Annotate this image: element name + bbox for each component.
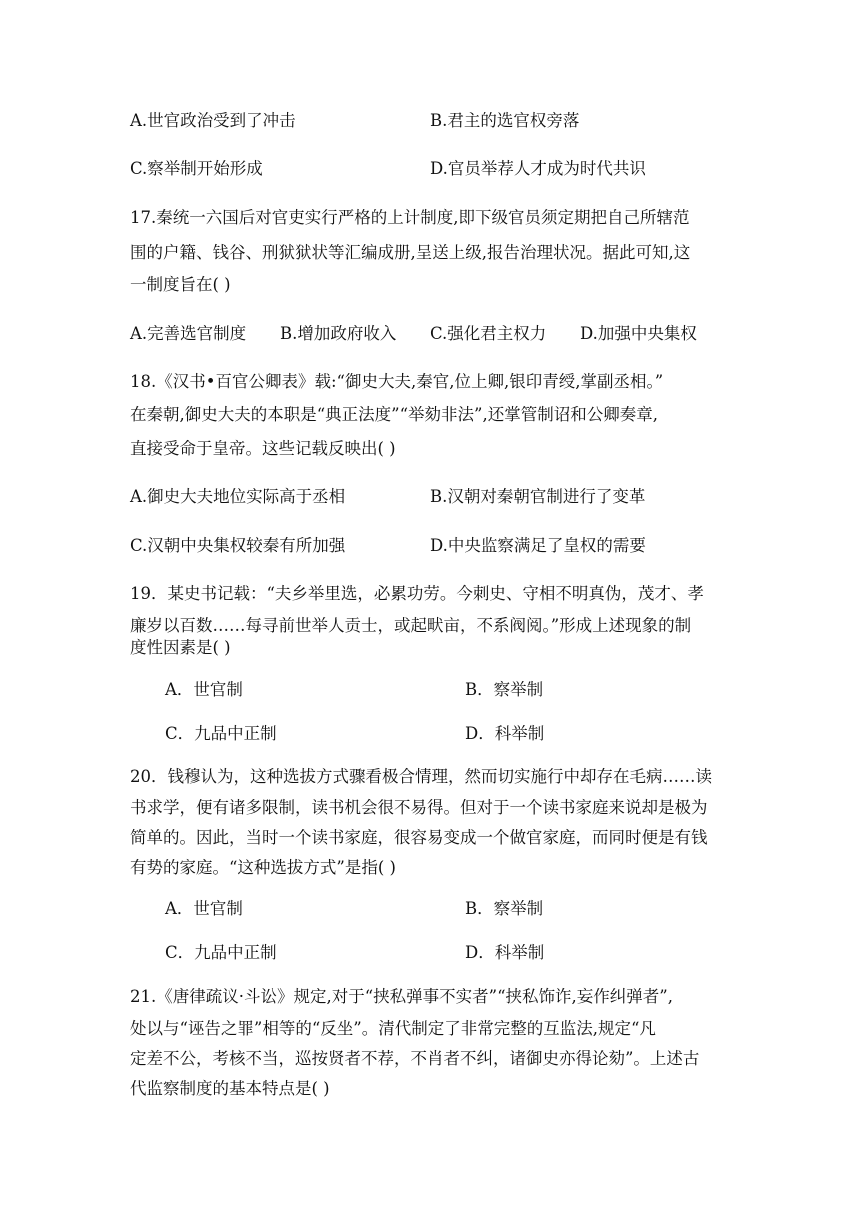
q16-option-b: B.君主的选官权旁落 <box>430 111 580 130</box>
q17-stem-line-1: 17.秦统一六国后对官吏实行严格的上计制度,即下级官员须定期把自己所辖范 <box>130 208 690 227</box>
q20-stem-line-1: 20．钱穆认为，这种选拔方式骤看极合情理，然而切实施行中却存在毛病……读 <box>130 767 712 786</box>
q17-stem-line-3: 一制度旨在( ) <box>130 275 231 294</box>
q21-stem-line-4: 代监察制度的基本特点是( ) <box>130 1079 330 1098</box>
q21-stem-line-1: 21.《唐律疏议·斗讼》规定,对于“挟私弹事不实者”“挟私饰诈,妄作纠弹者”, <box>130 987 673 1006</box>
q18-stem-line-1: 18.《汉书•百官公卿表》载:“御史大夫,秦官,位上卿,银印青绶,掌副丞相。” <box>130 372 664 391</box>
q20-option-c: C．九品中正制 <box>165 943 277 962</box>
q21-stem-line-2: 处以与“诬告之罪”相等的“反坐”。清代制定了非常完整的互监法,规定“凡 <box>130 1019 656 1038</box>
q16-option-d: D.官员举荐人才成为时代共识 <box>430 159 646 178</box>
q20-option-d: D．科举制 <box>465 943 545 962</box>
q21-stem-line-3: 定差不公，考核不当，巡按贤者不荐，不肖者不纠，诸御史亦得论劾”。上述古 <box>130 1049 700 1068</box>
q19-option-c: C．九品中正制 <box>165 724 277 743</box>
q19-stem-line-1: 19．某史书记载：“夫乡举里选，必累功劳。今刺史、守相不明真伪，茂才、孝 <box>130 584 704 603</box>
q17-option-d: D.加强中央集权 <box>580 324 697 343</box>
q20-stem-line-3: 简单的。因此，当时一个读书家庭，很容易变成一个做官家庭，而同时便是有钱 <box>130 828 708 847</box>
q16-option-a: A.世官政治受到了冲击 <box>130 111 296 130</box>
q20-option-a: A．世官制 <box>165 899 243 918</box>
q18-option-d: D.中央监察满足了皇权的需要 <box>430 536 646 555</box>
q17-option-b: B.增加政府收入 <box>280 324 397 343</box>
q18-option-c: C.汉朝中央集权较秦有所加强 <box>130 536 346 555</box>
q18-stem-line-2: 在秦朝,御史大夫的本职是“典正法度”“举劾非法”,还掌管制诏和公卿奏章, <box>130 405 658 424</box>
q20-option-b: B．察举制 <box>465 899 544 918</box>
q19-option-d: D．科举制 <box>465 724 545 743</box>
q17-option-a: A.完善选官制度 <box>130 324 247 343</box>
q19-stem-line-3: 度性因素是( ) <box>130 638 231 657</box>
q19-option-a: A．世官制 <box>165 680 243 699</box>
q17-option-c: C.强化君主权力 <box>430 324 547 343</box>
q18-option-b: B.汉朝对秦朝官制进行了变革 <box>430 487 646 506</box>
q19-stem-line-2: 廉岁以百数……每寻前世举人贡士，或起畎亩，不系阀阅。”形成上述现象的制 <box>130 616 692 635</box>
q18-stem-line-3: 直接受命于皇帝。这些记载反映出( ) <box>130 439 396 458</box>
q17-stem-line-2: 围的户籍、钱谷、刑狱狱状等汇编成册,呈送上级,报告治理状况。据此可知,这 <box>130 243 691 262</box>
q20-stem-line-2: 书求学，便有诸多限制，读书机会很不易得。但对于一个读书家庭来说却是极为 <box>130 798 708 817</box>
q19-option-b: B．察举制 <box>465 680 544 699</box>
q18-option-a: A.御史大夫地位实际高于丞相 <box>130 487 346 506</box>
q16-option-c: C.察举制开始形成 <box>130 159 263 178</box>
q20-stem-line-4: 有势的家庭。“这种选拔方式”是指( ) <box>130 858 396 877</box>
